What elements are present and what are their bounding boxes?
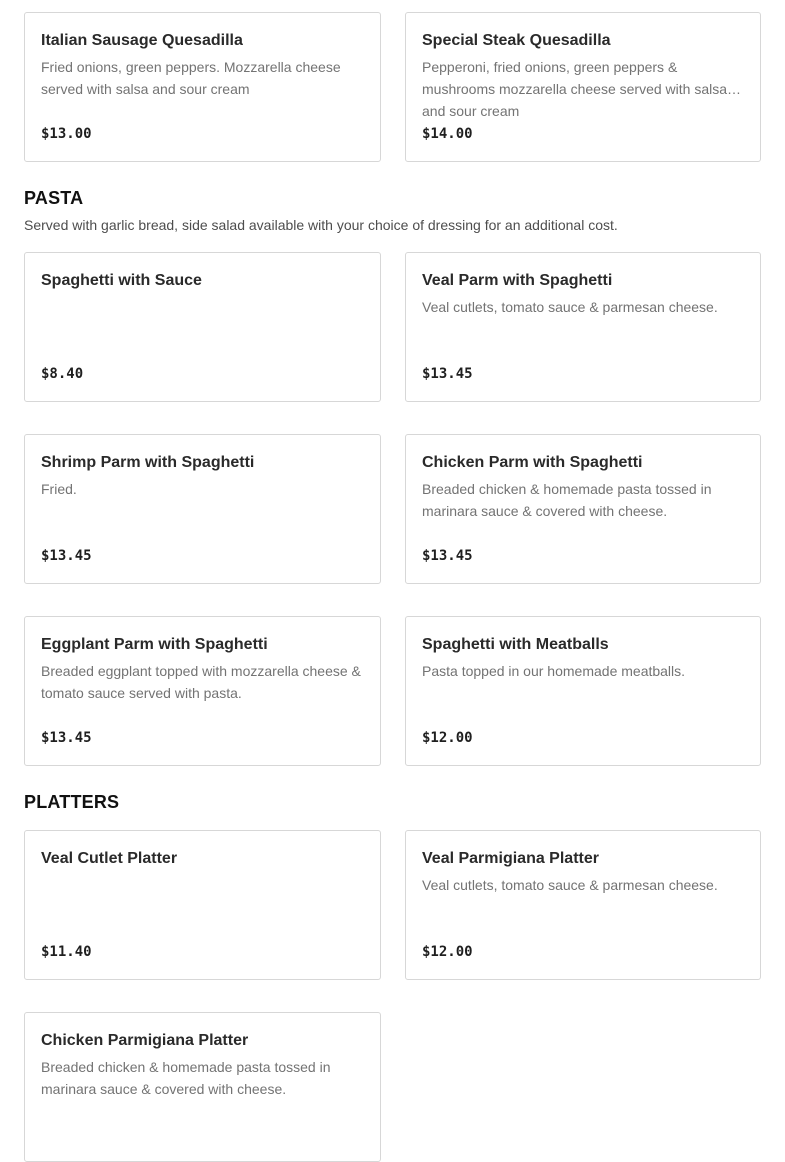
quesadilla-grid [24, 12, 761, 162]
menu-item-price: $13.45 [41, 730, 92, 746]
menu-item-name: Italian Sausage Quesadilla [41, 32, 243, 49]
menu-item-name: Veal Parmigiana Platter [422, 850, 599, 867]
menu-item-description: Pasta topped in our homemade meatballs. [422, 663, 686, 679]
menu-item-description: Veal cutlets, tomato sauce & parmesan cheese. [422, 877, 718, 893]
section-subtitle-pasta: Served with garlic bread, side salad available with your choice of dressing for an additional cost. [24, 217, 618, 233]
menu-item-price: $13.00 [41, 126, 92, 142]
menu-item-card[interactable] [24, 434, 381, 584]
menu-item-card[interactable] [405, 434, 761, 584]
menu-item-card[interactable] [405, 616, 761, 766]
menu-item-price: $13.45 [422, 366, 473, 382]
platters-grid-row-2 [24, 1012, 761, 1162]
menu-item-name: Chicken Parmigiana Platter [41, 1032, 249, 1049]
section-title-platters: PLATTERS [24, 792, 120, 812]
menu-item-card[interactable] [24, 616, 381, 766]
menu-item-name: Veal Parm with Spaghetti [422, 272, 613, 289]
menu-item-card[interactable] [405, 830, 761, 980]
menu-item-price: $12.00 [422, 944, 473, 960]
menu-item-description: Fried onions, green peppers. Mozzarella cheese served with salsa and sour cream [41, 59, 341, 97]
menu-item-price: $13.45 [422, 548, 473, 564]
menu-item-name: Eggplant Parm with Spaghetti [41, 636, 268, 653]
menu-item-name: Chicken Parm with Spaghetti [422, 454, 643, 471]
menu-item-description: Breaded eggplant topped with mozzarella cheese & tomato sauce served with pasta. [41, 663, 361, 701]
menu-item-price: $8.40 [41, 366, 84, 382]
menu-item-name: Veal Cutlet Platter [41, 850, 178, 867]
menu-item-description: Pepperoni, fried onions, green peppers & mushrooms mozzarella cheese served with salsa and sour cream [422, 59, 728, 119]
menu-item-name: Shrimp Parm with Spaghetti [41, 454, 255, 471]
menu-item-description: Fried. [41, 481, 77, 497]
menu-item-card[interactable] [24, 1012, 381, 1162]
menu-item-name: Spaghetti with Sauce [41, 272, 202, 289]
menu-item-price: $11.40 [41, 944, 92, 960]
pasta-grid-row-3 [24, 616, 761, 766]
menu-item-description: Veal cutlets, tomato sauce & parmesan cheese. [422, 299, 718, 315]
pasta-grid-row-1 [24, 252, 761, 402]
section-title-pasta: PASTA [24, 188, 84, 208]
menu-item-description [41, 874, 364, 918]
menu-item-description [41, 296, 364, 340]
menu-item-description: Breaded chicken & homemade pasta tossed in marinara sauce & covered with cheese. [422, 481, 712, 519]
menu-item-name: Special Steak Quesadilla [422, 32, 611, 49]
menu-item-price: $14.00 [422, 126, 473, 142]
menu-item-name: Spaghetti with Meatballs [422, 636, 609, 653]
menu-item-description: Breaded chicken & homemade pasta tossed in marinara sauce & covered with cheese. [41, 1059, 331, 1097]
pasta-grid-row-2 [24, 434, 761, 584]
menu-item-price: $13.45 [41, 548, 92, 564]
menu-item-card[interactable] [24, 252, 381, 402]
menu-item-card[interactable] [24, 12, 381, 162]
menu-item-price: $12.00 [422, 730, 473, 746]
menu-item-card[interactable] [405, 12, 761, 162]
menu-item-card[interactable] [405, 252, 761, 402]
menu-item-card[interactable] [24, 830, 381, 980]
platters-grid-row-1 [24, 830, 761, 980]
